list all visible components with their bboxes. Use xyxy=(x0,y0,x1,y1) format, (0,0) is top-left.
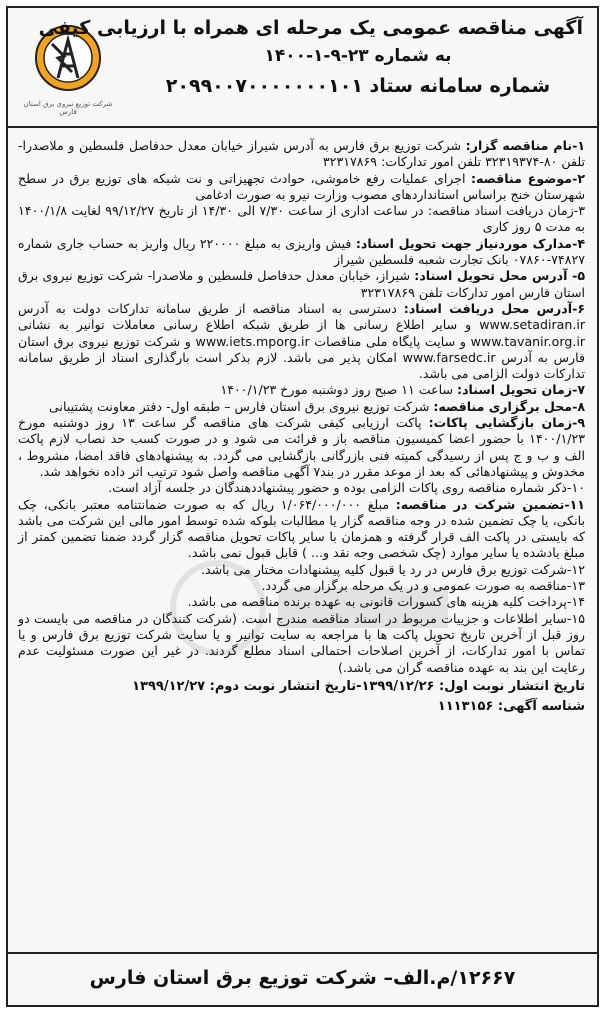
item-2: ۲-موضوع مناقصه: اجرای عملیات رفع خاموشی، حوادث تجهیزاتی و نت شبکه های توزیع برق در سطح شهرستان خنج براساس استانداردهای مصوب وزارت نیرو به صورت ادغامی xyxy=(18,170,586,202)
notice-body xyxy=(8,128,597,716)
publication-dates: تاریخ انتشار نوبت اول: ۱۳۹۹/۱۲/۲۶-تاریخ انتشار نوبت دوم: ۱۳۹۹/۱۲/۲۷ xyxy=(132,678,585,694)
notice-footer: ۱۲۶۶۷/م.الف– شرکت توزیع برق استان فارس xyxy=(89,967,516,989)
tender-number: به شماره ۲۳-۹-۱-۱۴۰۰ xyxy=(264,46,452,66)
item-11: ۱۱-تضمین شرکت در مناقصه: مبلغ ۱/۰۶۴/۰۰۰/۰۰۰ ریال که به صورت ضمانتنامه معتبر بانکی، چک بانکی، یا چک تضمین شده در وجه مناقصه گزار یا مطالبات بلوکه شده توسط امور مالی این شرکت می باشد که بایستی در پاکت الف قرار گرفته و همزمان با سایر پاکات تحویل مناقصه گزار گردد ضمنا تضمین کمتر از مبلغ یادشده یا سایر موارد (چک شخصی وجه نقد و... ) قابل قبول نمی باشد. xyxy=(18,496,585,561)
item-3: ۳-زمان دریافت اسناد مناقصه: در ساعت اداری از ساعت ۷/۳۰ الی ۱۴/۳۰ از تاریخ ۹۹/۱۲/۲۷ لغایت ۱۴۰۰/۱/۸ به مدت ۵ روز کاری xyxy=(18,203,585,235)
footer-divider xyxy=(8,952,597,954)
item-10: ۱۰-ذکر شماره مناقصه روی پاکات الزامی بوده و حضور پیشنهاددهندگان در جلسه آزاد است. xyxy=(108,480,585,496)
logo-caption: شرکت توزیع نیروی برق استان فارس xyxy=(23,100,113,116)
notice-header xyxy=(8,8,597,128)
header-text xyxy=(38,14,583,102)
item-13: ۱۳-مناقصه به صورت عمومی و در یک مرحله برگزار می گردد. xyxy=(261,578,585,594)
item-6: ۶-آدرس محل دریافت اسناد: دسترسی به اسناد مناقصه از طریق سامانه تدارکات دولت به آدرس www.setadiran.ir و سایر اطلاع رسانی ها از طریق شبکه اطلاع رسانی معاملات توانیر به نشانی www.tavanir.org.ir و سایت پایگاه ملی مناقصات www.iets.mporg.ir و شرکت توزیع نیروی برق استان فارس به آدرس www.farsedc.ir امکان پذیر می باشد. لازم بذکر است بارگذاری اسناد از طریق سامانه تدارکات دولت الزامی می باشد. xyxy=(18,300,586,382)
item-5: ۵- آدرس محل تحویل اسناد: شیراز، خیابان معدل حدفاصل فلسطین و ملاصدرا- شرکت توزیع نیروی برق استان فارس امور تدارکات تلفن ۳۲۳۱۷۸۶۹ xyxy=(18,268,586,300)
notice-id: شناسه آگهی: ۱۱۱۳۱۵۶ xyxy=(437,698,585,714)
item-14: ۱۴-پرداخت کلیه هزینه های کسورات قانونی به عهده برنده مناقصه می باشد. xyxy=(187,594,585,610)
item-8: ۸-محل برگزاری مناقصه: شرکت توزیع نیروی برق استان فارس – طبقه اول- دفتر معاونت پشتیبانی xyxy=(49,398,585,414)
item-1: ۱-نام مناقصه گزار: شرکت توزیع برق فارس به آدرس شیراز خیابان معدل حدفاصل فلسطین و ملاصدرا- تلفن ۸۰-۳۲۳۱۹۳۷۴ تلفن امور تدارکات: ۳۲۳۱۷۸۶۹ xyxy=(18,138,586,170)
notice-title: آگهی مناقصه عمومی یک مرحله ای همراه با ارزیابی کیفی xyxy=(38,17,583,39)
item-12: ۱۲-شرکت توزیع برق فارس در رد یا قبول کلیه پیشنهادات مختار می باشد. xyxy=(200,561,585,577)
tender-notice xyxy=(6,6,599,1007)
item-15: ۱۵-سایر اطلاعات و جزییات مربوط در اسناد مناقصه مندرج است. (شرکت کنندگان در مناقصه می بایست دو روز قبل از آخرین تاریخ تحویل پاکت ها با مراجعه به سایت توانیر و یا سایت شرکت توزیع برق فارس و یا تماس با امور تدارکات، از آخرین اصلاحات احتمالی اسناد مطلع گردند. در غیر این صورت مسئولیت عدم رعایت این بند به عهده مناقصه گران می باشد.) xyxy=(18,610,585,675)
item-9: ۹-زمان بازگشایی پاکات: پاکت ارزیابی کیفی شرکت های مناقصه گر ساعت ۱۳ روز دوشنبه مورخ ۱۴۰۰/۱/۲۳ با حضور اعضا کمیسیون مناقصه باز و قرائت می شود و در صورت کسب حد نصاب لازم پاکت الف و ب و ج پس از رسیدگی کمیته فنی بازرگانی بازگشایی می گردد. به پیشنهادهای فاقد امضا، مشروط ، مخدوش و پیشنهادهائی که بعد از موعد مقرر در بند۷ آگهی مناقصه واصل شود ترتیب اثر داده نخواهد شد. xyxy=(18,415,585,479)
item-7: ۷-زمان تحویل اسناد: ساعت ۱۱ صبح روز دوشنبه مورخ ۱۴۰۰/۱/۲۳ xyxy=(220,382,585,398)
item-4: ۴-مدارک موردنیاز جهت تحویل اسناد: فیش واریزی به مبلغ ۲۲۰۰۰۰ ریال واریز به حساب جاری شماره ۷۴۸۲۷-۰۷۸۶۰ بانک تجارت شعبه فلسطین شیراز xyxy=(18,235,586,268)
setad-number: شماره سامانه ستاد ۲۰۹۹۰۰۷۰۰۰۰۰۰۰۱۰۱ xyxy=(165,75,551,97)
